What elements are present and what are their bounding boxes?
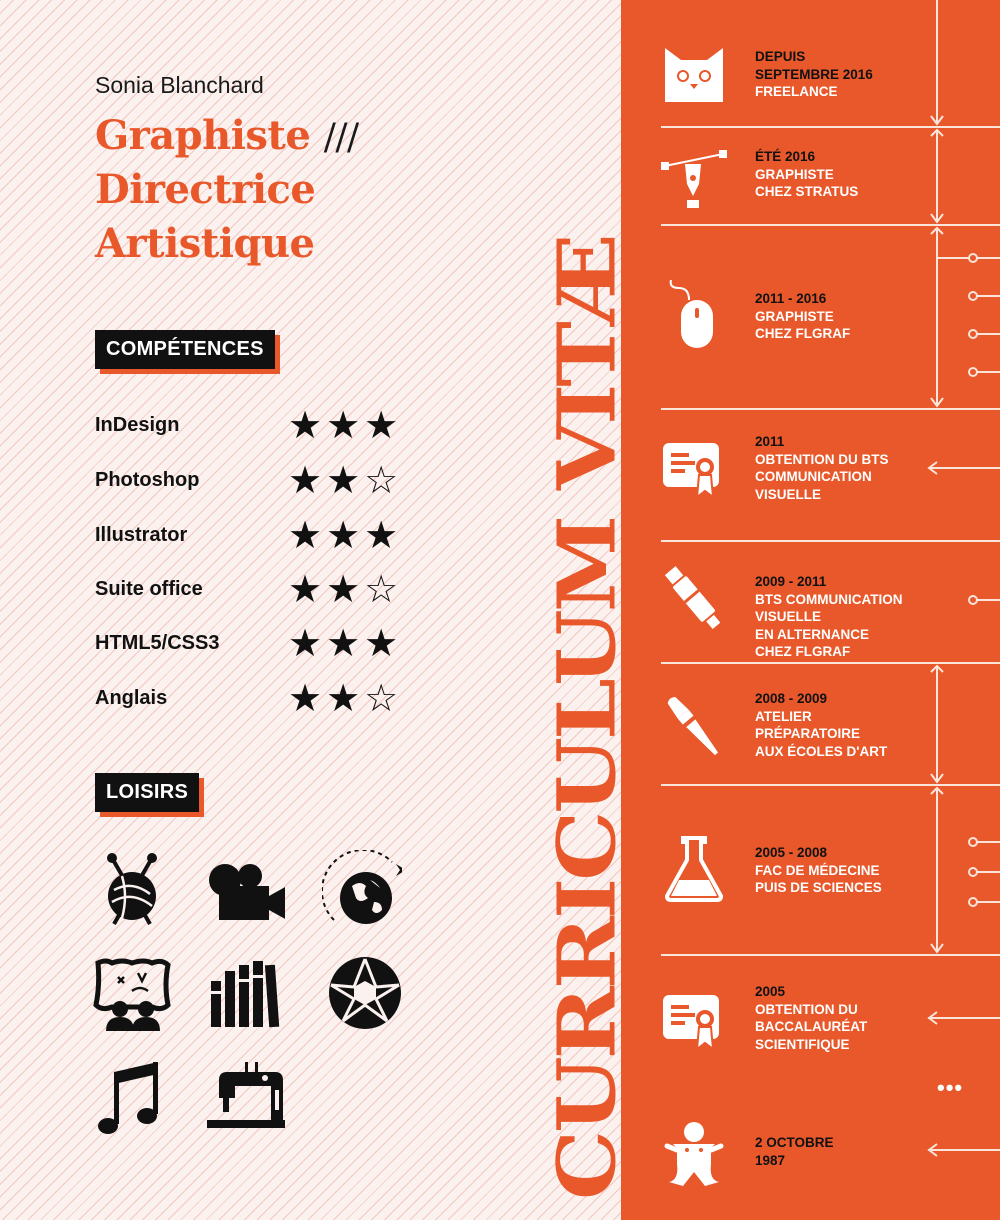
timeline-entry xyxy=(621,425,1000,525)
globe-travel-icon xyxy=(322,850,402,930)
skill-name: Anglais xyxy=(95,686,168,709)
music-note-icon xyxy=(92,1058,172,1138)
skills-heading: COMPÉTENCES xyxy=(95,330,275,369)
entry-desc: VISUELLE xyxy=(755,609,822,624)
entry-desc: GRAPHISTE xyxy=(755,166,834,182)
timeline-entry xyxy=(621,975,1000,1065)
entry-date: 2 OCTOBRE xyxy=(755,1135,834,1150)
skill-name: Suite office xyxy=(95,577,203,600)
sewing-machine-icon xyxy=(205,1058,285,1138)
entry-desc: ATELIER xyxy=(755,708,812,724)
curriculum-vitae-title: CURRICULUM VITÆ xyxy=(540,236,634,1200)
entry-desc: OBTENTION DU xyxy=(755,1001,858,1017)
timeline-entry xyxy=(621,280,1000,360)
entry-desc: GRAPHISTE xyxy=(755,308,834,324)
job-title-line-2: Directrice xyxy=(95,166,316,213)
skill-row xyxy=(95,460,425,500)
entry-desc: PUIS DE SCIENCES xyxy=(755,880,882,895)
yarn-knitting-icon xyxy=(92,850,172,930)
entry-text xyxy=(755,48,945,101)
title-separator: /// xyxy=(323,117,359,158)
diploma-icon xyxy=(659,987,729,1057)
video-camera-icon xyxy=(205,850,285,930)
entry-text xyxy=(755,844,945,897)
pen-tool-icon xyxy=(659,144,729,214)
entry-desc: FAC DE MÉDECINE xyxy=(755,862,880,878)
entry-desc: BACCALAURÉAT xyxy=(755,1019,868,1034)
timeline-entry xyxy=(621,1120,1000,1200)
entry-date: 2005 xyxy=(755,984,786,999)
skill-row xyxy=(95,569,425,609)
entry-date: DEPUIS xyxy=(755,49,806,64)
entry-text xyxy=(755,573,945,661)
entry-date: 2009 - 2011 xyxy=(755,574,827,589)
skill-rating-stars: ★★☆ xyxy=(288,676,403,720)
entry-text xyxy=(755,290,945,343)
entry-desc: SCIENTIFIQUE xyxy=(755,1036,850,1052)
diploma-icon xyxy=(659,435,729,505)
skill-row xyxy=(95,405,425,445)
entry-text xyxy=(755,690,945,760)
entry-desc: FREELANCE xyxy=(755,84,838,99)
skill-rating-stars: ★★★ xyxy=(288,513,403,557)
flask-icon xyxy=(659,834,729,904)
entry-desc: EN ALTERNANCE xyxy=(755,626,869,642)
entry-text xyxy=(755,433,945,503)
person-name: Sonia Blanchard xyxy=(95,72,264,98)
hobbies-heading: LOISIRS xyxy=(95,773,199,812)
entry-desc: CHEZ FLGRAF xyxy=(755,326,851,341)
timeline-ellipsis: ••• xyxy=(937,1075,964,1100)
paintbrush-icon xyxy=(659,692,729,762)
cat-icon xyxy=(659,44,729,114)
painting-kids-icon xyxy=(92,955,172,1035)
timeline-entry xyxy=(621,140,1000,220)
skill-rating-stars: ★★★ xyxy=(288,403,403,447)
entry-date: ÉTÉ 2016 xyxy=(755,149,816,164)
skill-rating-stars: ★★☆ xyxy=(288,458,403,502)
entry-desc: COMMUNICATION xyxy=(755,469,872,484)
skill-name: Illustrator xyxy=(95,523,188,546)
entry-desc: AUX ÉCOLES D'ART xyxy=(755,743,888,759)
entry-desc: CHEZ STRATUS xyxy=(755,184,859,199)
entry-desc: OBTENTION DU BTS xyxy=(755,451,889,467)
entry-text xyxy=(755,1134,945,1169)
timeline-entry xyxy=(621,556,1000,659)
entry-desc: PRÉPARATOIRE xyxy=(755,726,861,741)
entry-desc: VISUELLE xyxy=(755,486,822,502)
skill-name: InDesign xyxy=(95,413,180,436)
books-icon xyxy=(205,955,285,1035)
camera-aperture-icon xyxy=(325,955,405,1035)
skill-row xyxy=(95,515,425,555)
timeline-entry xyxy=(621,830,1000,910)
skill-rating-stars: ★★☆ xyxy=(288,567,403,611)
skill-name: HTML5/CSS3 xyxy=(95,631,220,654)
entry-text xyxy=(755,148,945,201)
timeline-entry xyxy=(621,686,1000,776)
skill-row xyxy=(95,678,425,718)
entry-desc: BTS COMMUNICATION xyxy=(755,591,903,607)
skill-name: Photoshop xyxy=(95,468,200,491)
entry-date: SEPTEMBRE 2016 xyxy=(755,66,873,82)
marker-icon xyxy=(659,564,729,634)
mouse-icon xyxy=(659,280,729,350)
entry-desc: CHEZ FLGRAF xyxy=(755,644,851,659)
skill-rating-stars: ★★★ xyxy=(288,621,403,665)
entry-date: 2008 - 2009 xyxy=(755,691,828,706)
skill-row xyxy=(95,623,425,663)
entry-date: 2005 - 2008 xyxy=(755,845,828,860)
timeline-entry xyxy=(621,40,1000,120)
entry-date: 2011 - 2016 xyxy=(755,291,827,306)
entry-date: 2011 xyxy=(755,434,785,449)
baby-icon xyxy=(659,1120,729,1190)
job-title-line-1 xyxy=(95,112,359,159)
job-title-line-3: Artistique xyxy=(95,220,315,267)
job-title-word: Graphiste xyxy=(95,112,311,159)
entry-text xyxy=(755,983,945,1053)
entry-date: 1987 xyxy=(755,1152,786,1168)
